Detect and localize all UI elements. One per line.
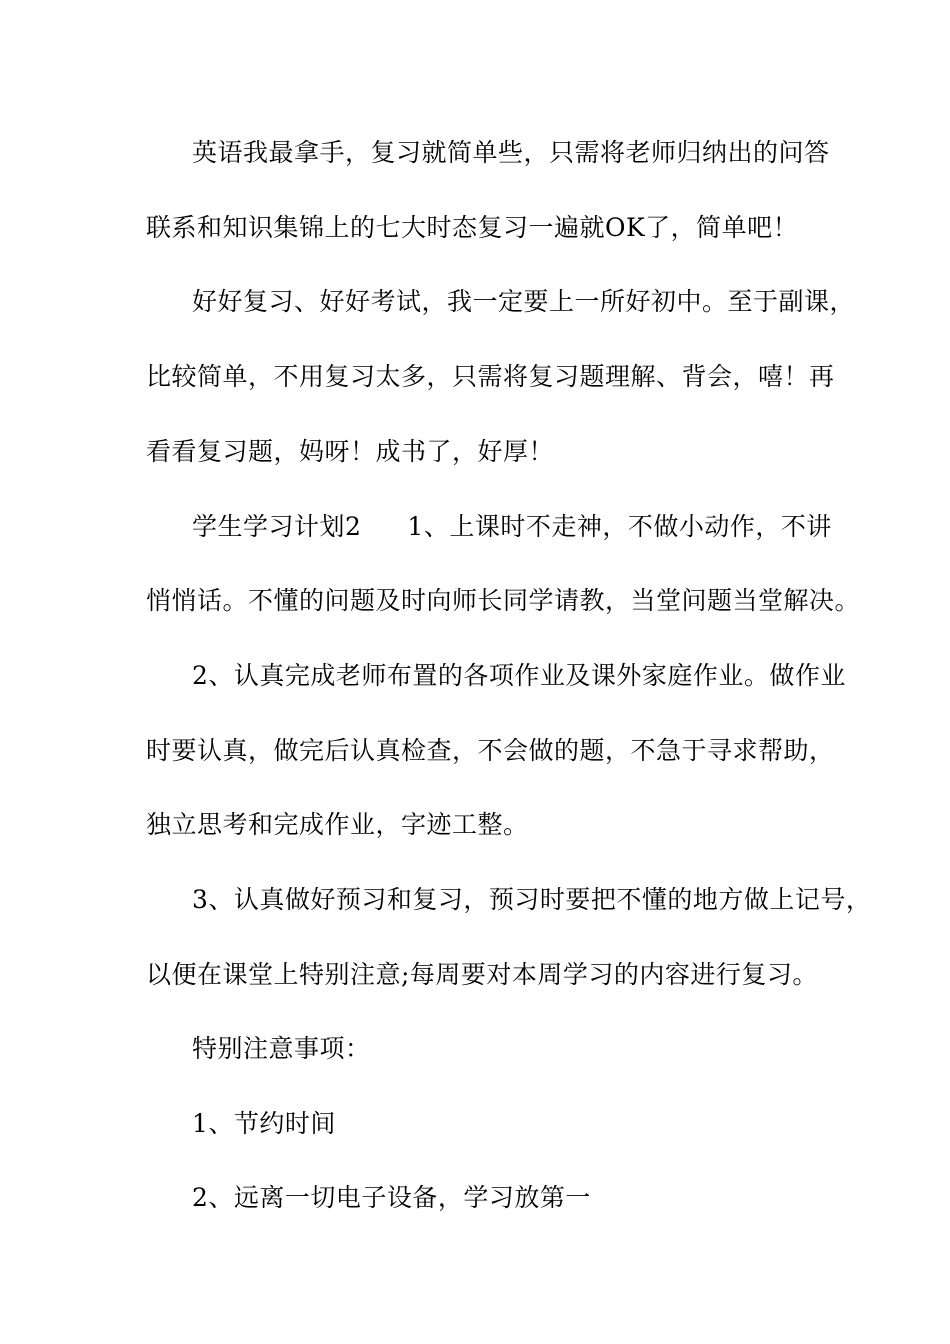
text-line: 以便在课堂上特别注意;每周要对本周学习的内容进行复习。 xyxy=(146,960,818,989)
list-item: 1、节约时间 xyxy=(192,1109,336,1138)
text-line: 联系和知识集锦上的七大时态复习一遍就OK了，简单吧！ xyxy=(146,213,799,242)
section-heading: 学生学习计划2 xyxy=(192,512,362,541)
text-line: 英语我最拿手，复习就简单些，只需将老师归纳出的问答 xyxy=(192,138,830,167)
text-line: 看看复习题，妈呀！成书了，好厚！ xyxy=(146,437,555,466)
text-line: 时要认真，做完后认真检查，不会做的题，不急于寻求帮助， xyxy=(146,736,835,765)
text-line: 2、认真完成老师布置的各项作业及课外家庭作业。做作业 xyxy=(192,661,846,690)
text-line: 特别注意事项： xyxy=(192,1034,371,1063)
list-item: 2、远离一切电子设备，学习放第一 xyxy=(192,1183,591,1212)
text-line: 悄悄话。不懂的问题及时向师长同学请教，当堂问题当堂解决。 xyxy=(146,586,861,615)
text-line: 1、上课时不走神，不做小动作，不讲 xyxy=(407,512,832,541)
text-line: 比较简单，不用复习太多，只需将复习题理解、背会，嘻！再 xyxy=(146,362,835,391)
text-line: 3、认真做好预习和复习，预习时要把不懂的地方做上记号， xyxy=(192,885,872,914)
text-line: 独立思考和完成作业，字迹工整。 xyxy=(146,810,529,839)
text-line: 好好复习、好好考试，我一定要上一所好初中。至于副课， xyxy=(192,287,856,316)
section-heading-line xyxy=(192,512,852,542)
